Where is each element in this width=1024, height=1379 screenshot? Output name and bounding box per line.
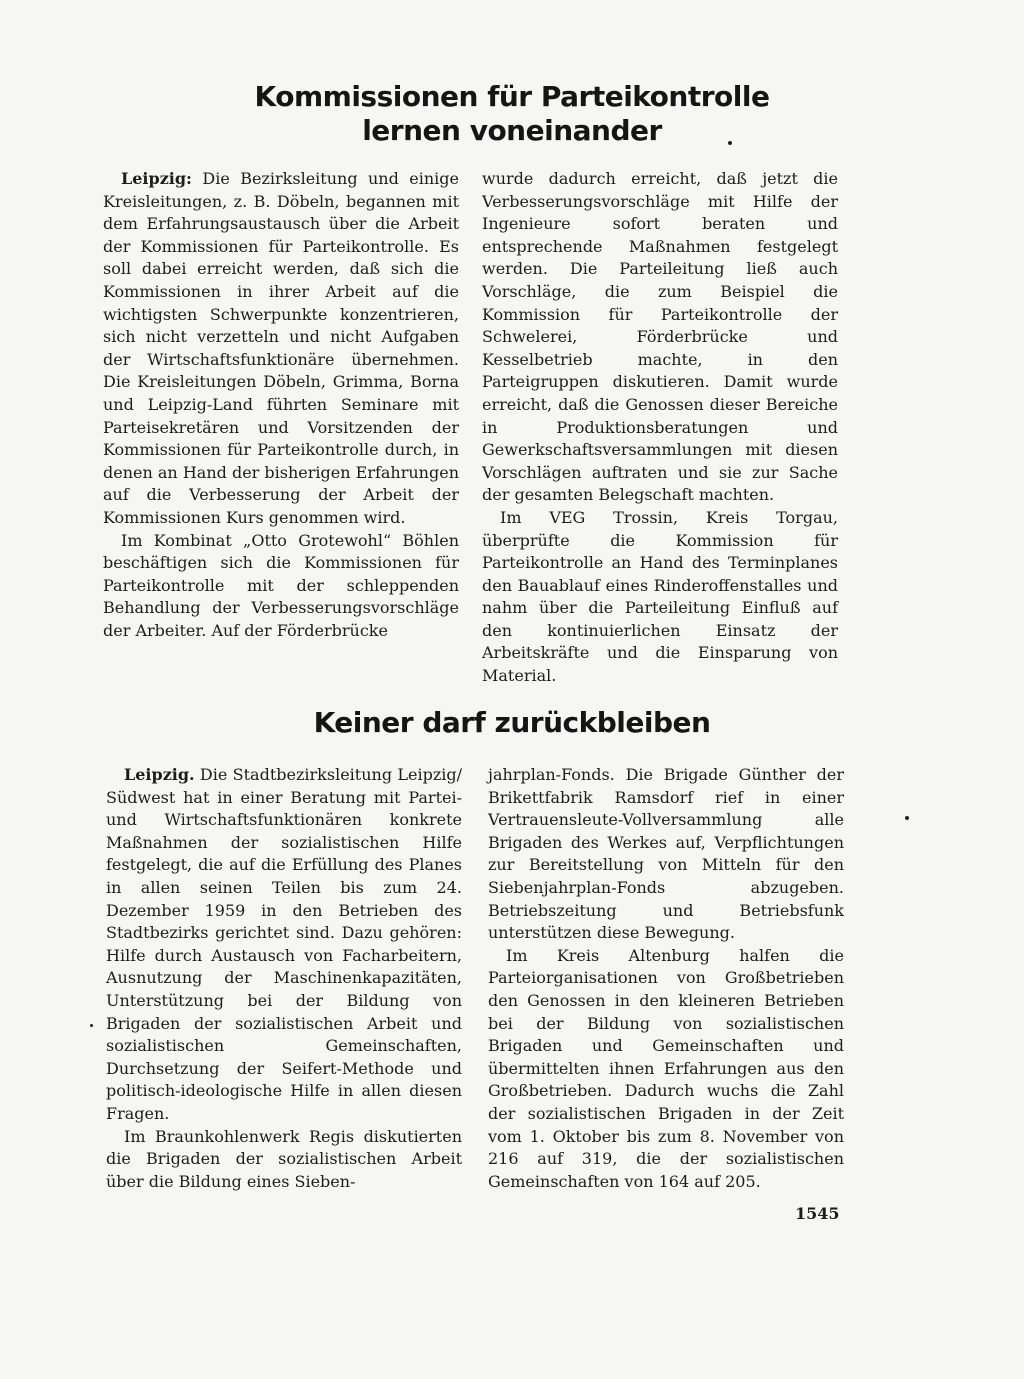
article1-title-line2: lernen voneinander xyxy=(362,114,662,147)
paragraph-text: Die Stadtbezirksleitung Leipzig/ Südwest hat in einer Beratung mit Partei- und Wirtschaftsfunktionären konkrete Maßnahmen der sozialistischen Hilfe festgelegt, die auf die Erfüllung des Planes in allen seinen Teilen bis zum 24. Dezember 1959 in den Betrieben des Stadtbezirks gerichtet sind. Dazu gehören: Hilfe durch Austausch von Facharbeitern, Ausnutzung der Maschinenkapazitäten, Unterstützung bei der Bildung von Brigaden der sozialistischen Arbeit und sozialistischen Gemeinschaften, Durchsetzung der Seifert-Methode und politisch-ideologische Hilfe in allen diesen Fragen. xyxy=(106,765,462,1123)
paragraph-text: Die Bezirksleitung und einige Kreisleitungen, z. B. Döbeln, begannen mit dem Erfahrungsaustausch über die Arbeit der Kommissionen für Parteikontrolle. Es soll dabei erreicht werden, daß sich die Kommissionen in ihrer Arbeit auf die wichtigsten Schwerpunkte konzentrieren, sich nicht verzetteln und nicht Aufgaben der Wirtschaftsfunktionäre übernehmen. Die Kreisleitungen Döbeln, Grimma, Borna und Leipzig-Land führten Seminare mit Parteisekretären und Vorsitzenden der Kommissionen für Parteikontrolle durch, in denen an Hand der bisherigen Erfahrungen auf die Verbesserung der Arbeit der Kommissionen Kurs genommen wird. xyxy=(103,169,459,527)
dateline: Leipzig. xyxy=(124,765,195,784)
dateline: Leipzig: xyxy=(121,169,192,188)
article2-paragraph: Im Braunkohlenwerk Regis diskutierten die Brigaden der sozialistischen Arbeit über die Bildung eines Sieben- xyxy=(106,1126,462,1191)
article1-paragraph xyxy=(103,168,459,530)
article1-title-line1: Kommissionen für Parteikontrolle xyxy=(254,80,770,113)
print-speck xyxy=(90,1024,93,1027)
article1-paragraph: wurde dadurch erreicht, daß jetzt die Verbesserungsvorschläge mit Hilfe der Ingenieure sofort beraten und entsprechende Maßnahmen festgelegt werden. Die Parteileitung ließ auch Vorschläge, die zum Beispiel die Kommission für Parteikontrolle der Schwelerei, Förderbrücke und Kesselbetrieb machte, in den Parteigruppen diskutieren. Damit wurde erreicht, daß die Genossen dieser Bereiche in Produktionsberatungen und Gewerkschaftsversammlungen mit diesen Vorschlägen auftraten und sie zur Sache der gesamten Belegschaft machten. xyxy=(482,169,838,505)
article2-headline: Keiner darf zurückbleiben xyxy=(313,706,711,739)
article1-paragraph: Im Kombinat „Otto Grotewohl“ Böhlen beschäftigen sich die Kommissionen für Parteikontrolle mit der schleppenden Behandlung der Verbesserungsvorschläge der Arbeiter. Auf der Förderbrücke xyxy=(103,530,459,640)
article2-paragraph: Im Kreis Altenburg halfen die Parteiorganisationen von Großbetrieben den Genossen in den kleineren Betrieben bei der Bildung von sozialistischen Brigaden und Gemeinschaften und übermittelten ihnen Erfahrungen aus den Großbetrieben. Dadurch wuchs die Zahl der sozialistischen Brigaden in der Zeit vom 1. Oktober bis zum 8. November von 216 auf 319, die der sozialistischen Gemeinschaften von 164 auf 205. xyxy=(488,945,844,1191)
article2-column-right xyxy=(488,764,844,1193)
article2-paragraph xyxy=(106,764,462,1126)
article1-paragraph: Im VEG Trossin, Kreis Torgau, überprüfte die Kommission für Parteikontrolle an Hand des Terminplanes den Bauablauf eines Rinderoffenstalles und nahm über die Parteileitung Einfluß auf den kontinuierlichen Einsatz der Arbeitskräfte und die Einsparung von Material. xyxy=(482,507,838,686)
article2-paragraph: jahrplan-Fonds. Die Brigade Günther der Brikettfabrik Ramsdorf rief in einer Vertrauensleute-Vollversammlung alle Brigaden des Werkes auf, Verpflichtungen zur Bereitstellung von Mitteln für den Siebenjahrplan-Fonds abzugeben. Betriebszeitung und Betriebsfunk unterstützen diese Bewegung. xyxy=(488,765,844,943)
article2-column-left xyxy=(106,764,462,1193)
article1-headline xyxy=(0,80,1024,148)
page-number: 1545 xyxy=(795,1204,840,1223)
print-speck xyxy=(728,141,732,145)
article1-column-right xyxy=(482,168,838,688)
article1-column-left xyxy=(103,168,459,642)
print-speck xyxy=(905,816,909,820)
